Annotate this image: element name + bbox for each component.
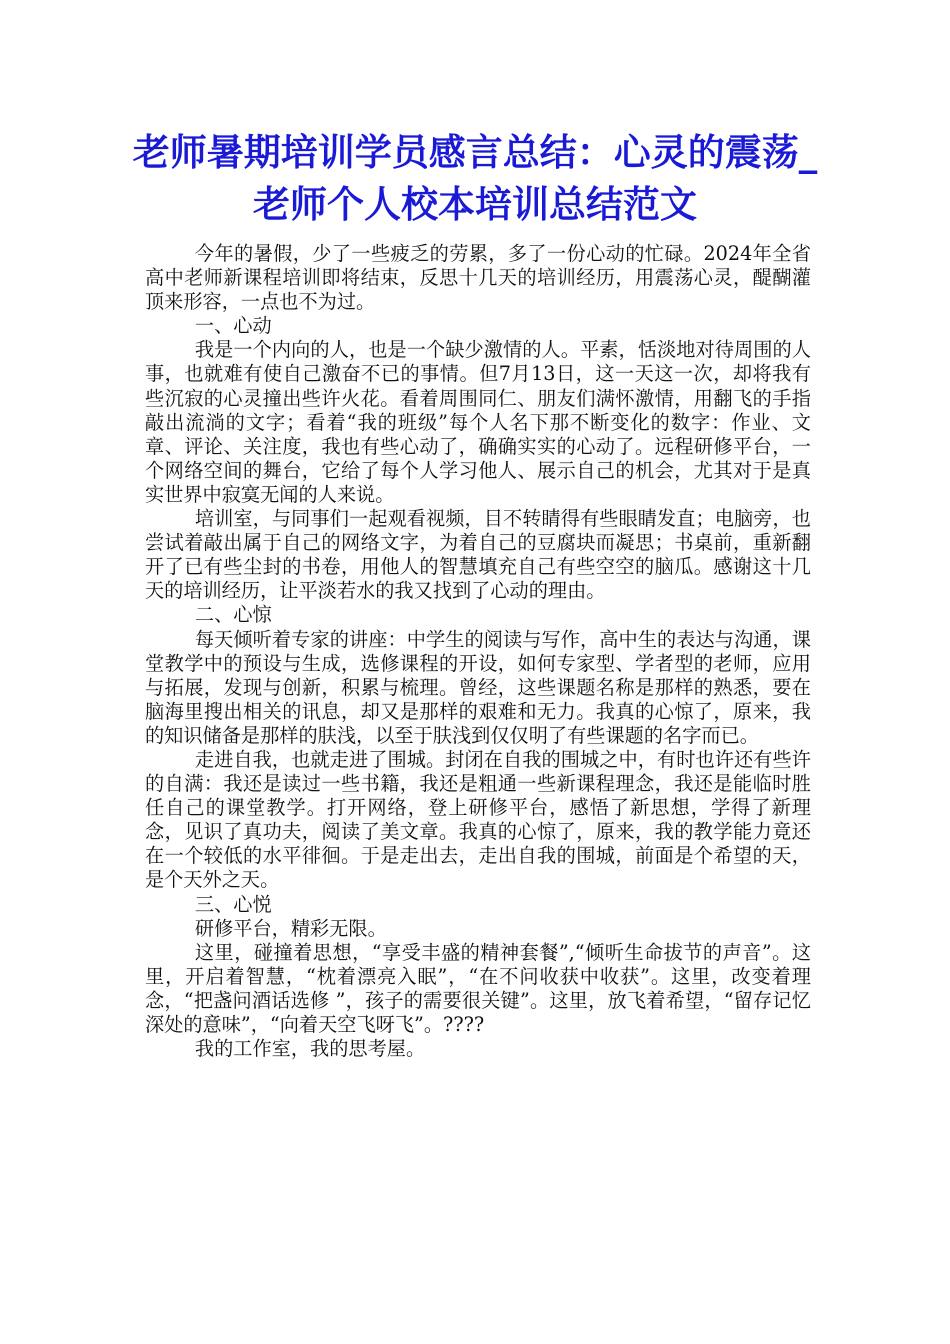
paragraph: 我的工作室，我的思考屋。	[194, 1037, 426, 1061]
document-body	[145, 242, 811, 1061]
paragraph: 研修平台，精彩无限。	[194, 916, 387, 940]
document-title: 老师暑期培训学员感言总结：心灵的震荡_老师个人校本培训总结范文	[132, 130, 818, 226]
paragraph: 我是一个内向的人，也是一个缺少激情的人。平素，恬淡地对待周围的人事，也就难有使自己激奋不已的事情。但7月13日，这一天这一次，却将我有些沉寂的心灵撞出些许火花。看着周围同仁、朋友们满怀激情，用翻飞的手指敲出流淌的文字；看着“我的班级”每个人名下那不断变化的数字：作业、文章、评论、关注度，我也有些心动了，确确实实的心动了。远程研修平台，一个网络空间的舞台，它给了每个人学习他人、展示自己的机会，尤其对于是真实世界中寂寞无闻的人来说。	[145, 338, 811, 506]
section-heading-1: 一、心动	[194, 314, 272, 338]
paragraph: 培训室，与同事们一起观看视频，目不转睛得有些眼睛发直；电脑旁，也尝试着敲出属于自己的网络文字，为着自己的豆腐块而凝思；书桌前，重新翻开了已有些尘封的书卷，用他人的智慧填充自己有些空空的脑瓜。感谢这十几天的培训经历，让平淡若水的我又找到了心动的理由。	[145, 507, 811, 603]
section-heading-3: 三、心悦	[194, 892, 272, 916]
paragraph: 每天倾听着专家的讲座：中学生的阅读与写作，高中生的表达与沟通，课堂教学中的预设与生成，选修课程的开设，如何专家型、学者型的老师，应用与拓展，发现与创新，积累与梳理。曾经，这些课题名称是那样的熟悉，要在脑海里搜出相关的讯息，却又是那样的艰难和无力。我真的心惊了，原来，我的知识储备是那样的肤浅，以至于肤浅到仅仅明了有些课题的名字而已。	[145, 627, 811, 747]
paragraph: 走进自我，也就走进了围城。封闭在自我的围城之中，有时也许还有些许的自满：我还是读过一些书籍，我还是粗通一些新课程理念，我还是能临时胜任自己的课堂教学。打开网络，登上研修平台，感悟了新思想，学得了新理念，见识了真功夫，阅读了美文章。我真的心惊了，原来，我的教学能力竟还在一个较低的水平徘徊。于是走出去，走出自我的围城，前面是个希望的天，是个天外之天。	[145, 747, 811, 892]
paragraph: 这里，碰撞着思想，“享受丰盛的精神套餐”,“倾听生命拔节的声音”。这里，开启着智慧，“枕着漂亮入眠”，“在不问收获中收获”。这里，改变着理念，“把盏问酒话选修 ”，孩子的需要很关键”。这里，放飞着希望，“留存记忆深处的意味”，“向着天空飞呀飞”。????	[145, 940, 811, 1036]
section-heading-2: 二、心惊	[194, 603, 272, 627]
paragraph-intro: 今年的暑假，少了一些疲乏的劳累，多了一份心动的忙碌。2024年全省高中老师新课程培训即将结束，反思十几天的培训经历，用震荡心灵，醍醐灌顶来形容，一点也不为过。	[145, 242, 811, 314]
